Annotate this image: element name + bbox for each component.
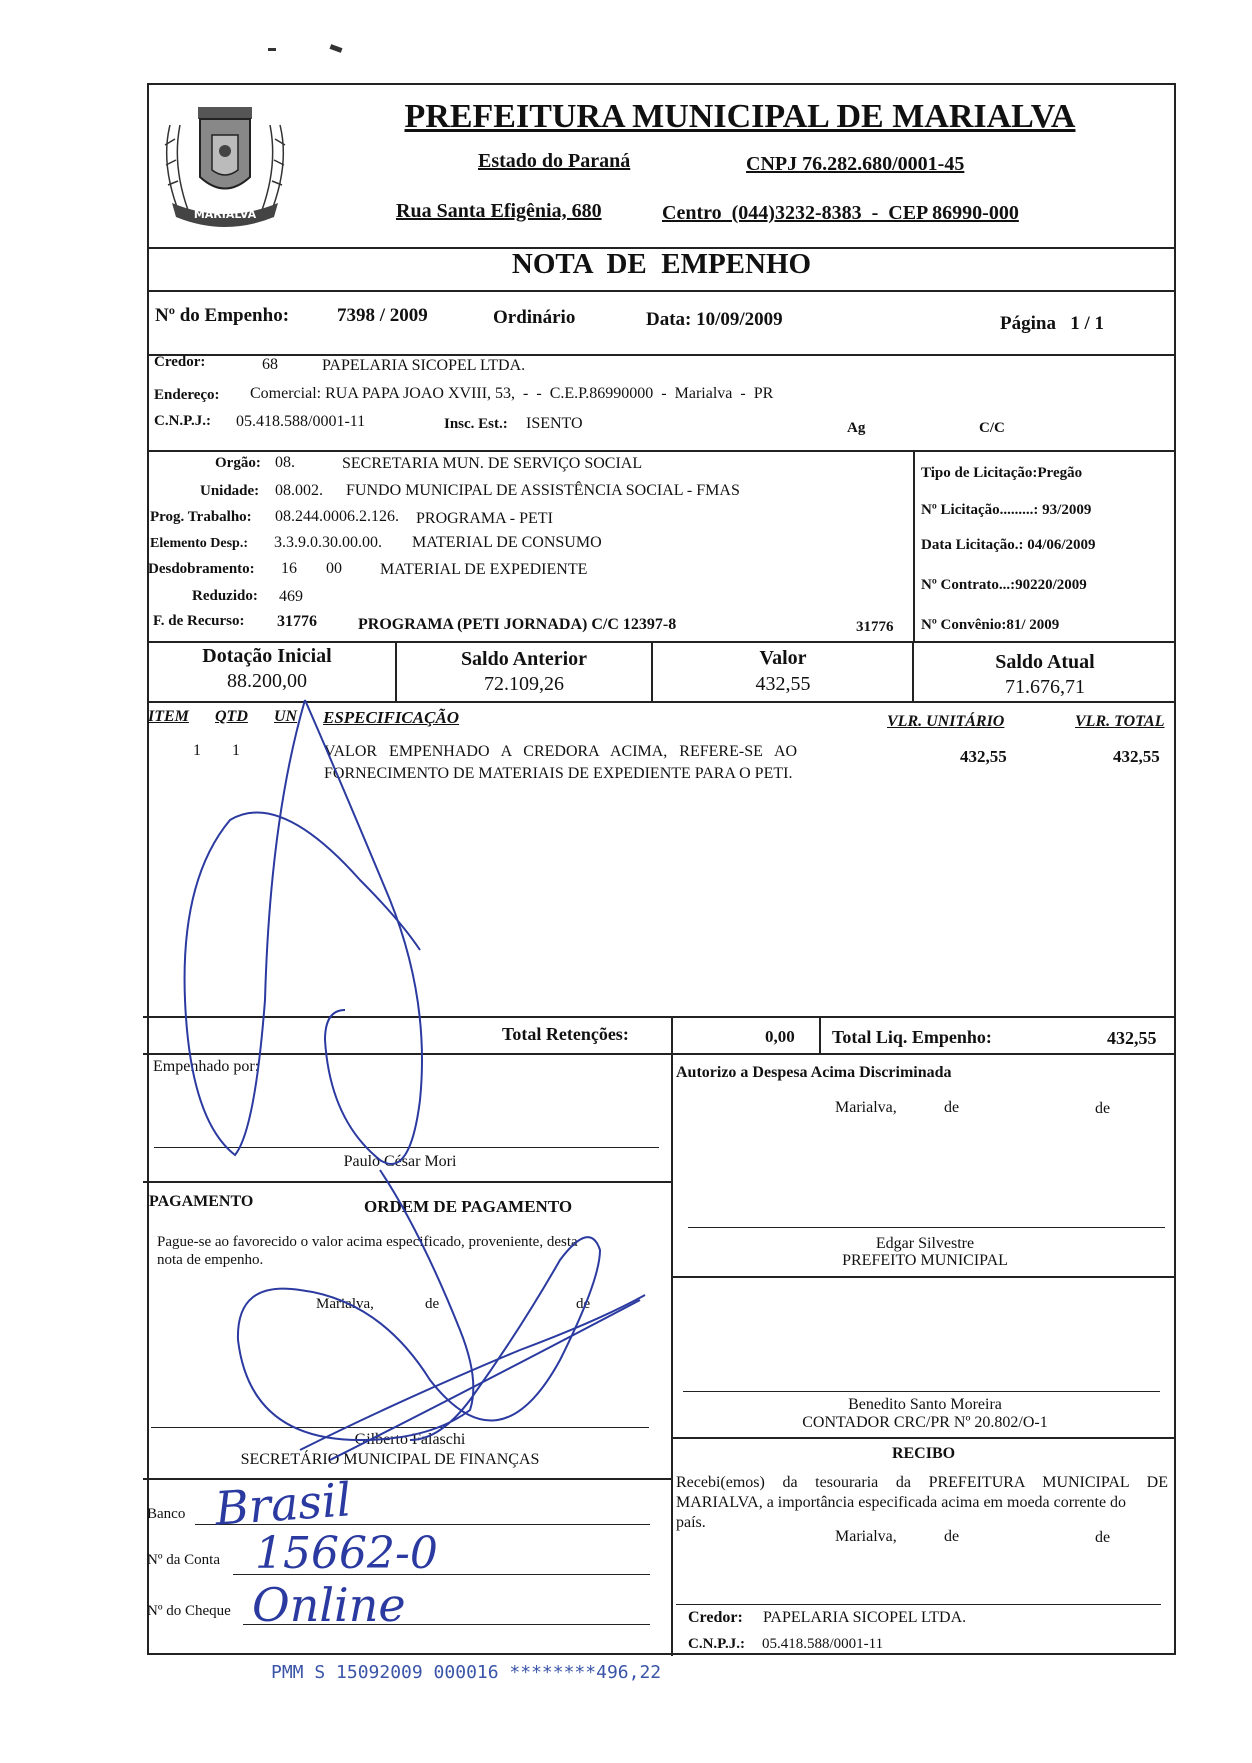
- desd-code2: 00: [326, 560, 342, 577]
- empenho-number: 7398 / 2009: [337, 305, 428, 326]
- recibo-credor: PAPELARIA SICOPEL LTDA.: [763, 1609, 967, 1626]
- recurso-label: F. de Recurso:: [153, 613, 245, 629]
- ordem-label: ORDEM DE PAGAMENTO: [364, 1197, 573, 1216]
- insc-value: ISENTO: [526, 415, 583, 432]
- elem-code: 3.3.9.0.30.00.00.: [274, 534, 382, 551]
- convenio: Nº Convênio:81/ 2009: [921, 617, 1060, 633]
- banco-label: Banco: [147, 1506, 186, 1522]
- insc-label: Insc. Est.:: [444, 416, 508, 432]
- empenhado-signer: Paulo César Mori: [343, 1153, 457, 1170]
- unidade-label: Unidade:: [200, 483, 260, 499]
- valor-value: 432,55: [755, 673, 811, 695]
- scan-mark: [268, 48, 276, 51]
- scan-mark: [330, 44, 343, 53]
- orgao-code: 08.: [275, 454, 295, 471]
- desd-label: Desdobramento:: [148, 561, 255, 577]
- empenho-date: Data: 10/09/2009: [646, 309, 783, 330]
- pagamento-text2: nota de empenho.: [157, 1252, 264, 1268]
- pagamento-text1: Pague-se ao favorecido o valor acima especificado, proveniente, desta: [157, 1234, 578, 1250]
- col-unit-value: VLR. UNITÁRIO: [887, 713, 1005, 730]
- credor-code: 68: [262, 356, 278, 373]
- valor-label: Valor: [759, 647, 807, 669]
- state-label: Estado do Paraná: [478, 150, 631, 172]
- item-spec-line1: VALOR EMPENHADO A CREDORA ACIMA, REFERE-SE AO: [324, 743, 798, 760]
- banco-handwritten: Brasil: [213, 1472, 353, 1536]
- page-number: Página 1 / 1: [1000, 313, 1104, 334]
- prog-label: Prog. Trabalho:: [150, 509, 252, 525]
- conta-handwritten: 15662-0: [255, 1528, 438, 1579]
- reduzido-value: 469: [279, 588, 303, 605]
- prog-code: 08.244.0006.2.126.: [275, 508, 399, 525]
- conta-label: Nº da Conta: [147, 1552, 220, 1568]
- desd-name: MATERIAL DE EXPEDIENTE: [380, 561, 588, 578]
- reduzido-label: Reduzido:: [192, 588, 258, 604]
- orgao-name: SECRETARIA MUN. DE SERVIÇO SOCIAL: [342, 455, 643, 472]
- retencoes-value: 0,00: [765, 1027, 795, 1046]
- recibo-title: RECIBO: [891, 1445, 956, 1462]
- cnpj-label-credor: C.N.P.J.:: [154, 413, 211, 429]
- col-total-value: VLR. TOTAL: [1075, 713, 1165, 730]
- col-un: UN: [274, 708, 298, 725]
- item-qtd: 1: [232, 742, 240, 759]
- licitacao-tipo: Tipo de Licitação:Pregão: [921, 465, 1083, 481]
- empenho-label: Nº do Empenho:: [155, 305, 290, 326]
- prefeito-name: Edgar Silvestre: [875, 1235, 975, 1252]
- page-title: PREFEITURA MUNICIPAL DE MARIALVA: [404, 98, 1076, 135]
- atual-value: 71.676,71: [1005, 676, 1085, 698]
- empenhado-label: Empenhado por:: [153, 1058, 260, 1075]
- ag-label: Ag: [847, 420, 866, 436]
- licitacao-numero: Nº Licitação.........: 93/2009: [921, 502, 1092, 518]
- liq-value: 432,55: [1107, 1028, 1157, 1048]
- atual-label: Saldo Atual: [995, 651, 1095, 673]
- orgao-label: Orgão:: [215, 455, 261, 471]
- prefeito-role: PREFEITO MUNICIPAL: [842, 1252, 1008, 1269]
- recibo-cnpj-label: C.N.P.J.:: [688, 1636, 745, 1652]
- address-label: Endereço:: [154, 387, 220, 403]
- elem-name: MATERIAL DE CONSUMO: [412, 534, 602, 551]
- recibo-cnpj: 05.418.588/0001-11: [762, 1636, 884, 1652]
- col-spec: ESPECIFICAÇÃO: [323, 708, 460, 727]
- dotacao-label: Dotação Inicial: [202, 645, 332, 667]
- dotacao-value: 88.200,00: [227, 670, 307, 692]
- credor-address: Comercial: RUA PAPA JOAO XVIII, 53, - - C.E.P.86990000 - Marialva - PR: [250, 385, 774, 402]
- liq-label: Total Liq. Empenho:: [832, 1027, 992, 1047]
- item-number: 1: [193, 742, 201, 759]
- credor-label: Credor:: [154, 354, 206, 370]
- autorizo-label: Autorizo a Despesa Acima Discriminada: [676, 1064, 952, 1081]
- autorizo-de1: de: [944, 1099, 960, 1116]
- pagamento-place: Marialva,: [316, 1296, 374, 1312]
- cheque-handwritten: Online: [252, 1578, 406, 1632]
- recibo-text3: país.: [676, 1514, 706, 1531]
- pagamento-de1: de: [425, 1296, 440, 1312]
- recurso-name: PROGRAMA (PETI JORNADA) C/C 12397-8: [358, 616, 677, 633]
- recibo-de1: de: [944, 1528, 960, 1545]
- prog-name: PROGRAMA - PETI: [416, 510, 553, 527]
- street-label: Rua Santa Efigênia, 680: [396, 200, 602, 222]
- desd-code1: 16: [281, 560, 297, 577]
- recibo-text1: Recebi(emos) da tesouraria da PREFEITURA MUNICIPAL DE: [676, 1474, 1168, 1491]
- recibo-credor-label: Credor:: [688, 1609, 743, 1626]
- licitacao-data: Data Licitação.: 04/06/2009: [921, 537, 1096, 553]
- contador-role: CONTADOR CRC/PR Nº 20.802/O-1: [802, 1414, 1048, 1431]
- credor-name: PAPELARIA SICOPEL LTDA.: [322, 357, 526, 374]
- pagamento-de2: de: [576, 1296, 591, 1312]
- unidade-name: FUNDO MUNICIPAL DE ASSISTÊNCIA SOCIAL - FMAS: [346, 482, 740, 499]
- recurso-code: 31776: [277, 613, 317, 630]
- municipal-crest: [150, 85, 300, 240]
- contact-label: Centro (044)3232-8383 - CEP 86990-000: [662, 202, 1019, 224]
- unidade-code: 08.002.: [275, 482, 323, 499]
- autorizo-de2: de: [1095, 1100, 1111, 1117]
- retencoes-label: Total Retenções:: [502, 1024, 629, 1044]
- cc-label: C/C: [979, 420, 1005, 436]
- recibo-de2: de: [1095, 1529, 1111, 1546]
- cnpj-label: CNPJ 76.282.680/0001-45: [746, 153, 965, 175]
- pagamento-label: PAGAMENTO: [149, 1193, 254, 1210]
- recibo-place: Marialva,: [835, 1528, 897, 1545]
- anterior-label: Saldo Anterior: [460, 648, 588, 670]
- contrato: Nº Contrato...:90220/2009: [921, 577, 1087, 593]
- col-item: ITEM: [148, 708, 189, 725]
- autorizo-place: Marialva,: [835, 1099, 897, 1116]
- credor-cnpj: 05.418.588/0001-11: [236, 413, 366, 430]
- empenho-type: Ordinário: [493, 307, 576, 328]
- item-total-value: 432,55: [1113, 747, 1160, 766]
- elem-label: Elemento Desp.:: [150, 536, 248, 551]
- financas-signer-name: Gilberto Falaschi: [354, 1431, 466, 1448]
- doc-title: NOTA DE EMPENHO: [511, 248, 812, 280]
- anterior-value: 72.109,26: [484, 673, 564, 695]
- item-spec-line2: FORNECIMENTO DE MATERIAIS DE EXPEDIENTE PARA O PETI.: [324, 765, 793, 782]
- svg-text:MARIALVA: MARIALVA: [193, 208, 257, 221]
- col-qtd: QTD: [215, 708, 248, 725]
- cheque-label: Nº do Cheque: [147, 1603, 231, 1619]
- bank-stamp: PMM S 15092009 000016 ********496,22: [271, 1662, 662, 1683]
- recibo-text2: MARIALVA, a importância especificada acima em moeda corrente do: [676, 1494, 1127, 1511]
- item-unit-value: 432,55: [960, 747, 1007, 766]
- financas-signer-role: SECRETÁRIO MUNICIPAL DE FINANÇAS: [240, 1451, 540, 1468]
- recurso-code2: 31776: [856, 619, 894, 635]
- contador-name: Benedito Santo Moreira: [848, 1396, 1002, 1413]
